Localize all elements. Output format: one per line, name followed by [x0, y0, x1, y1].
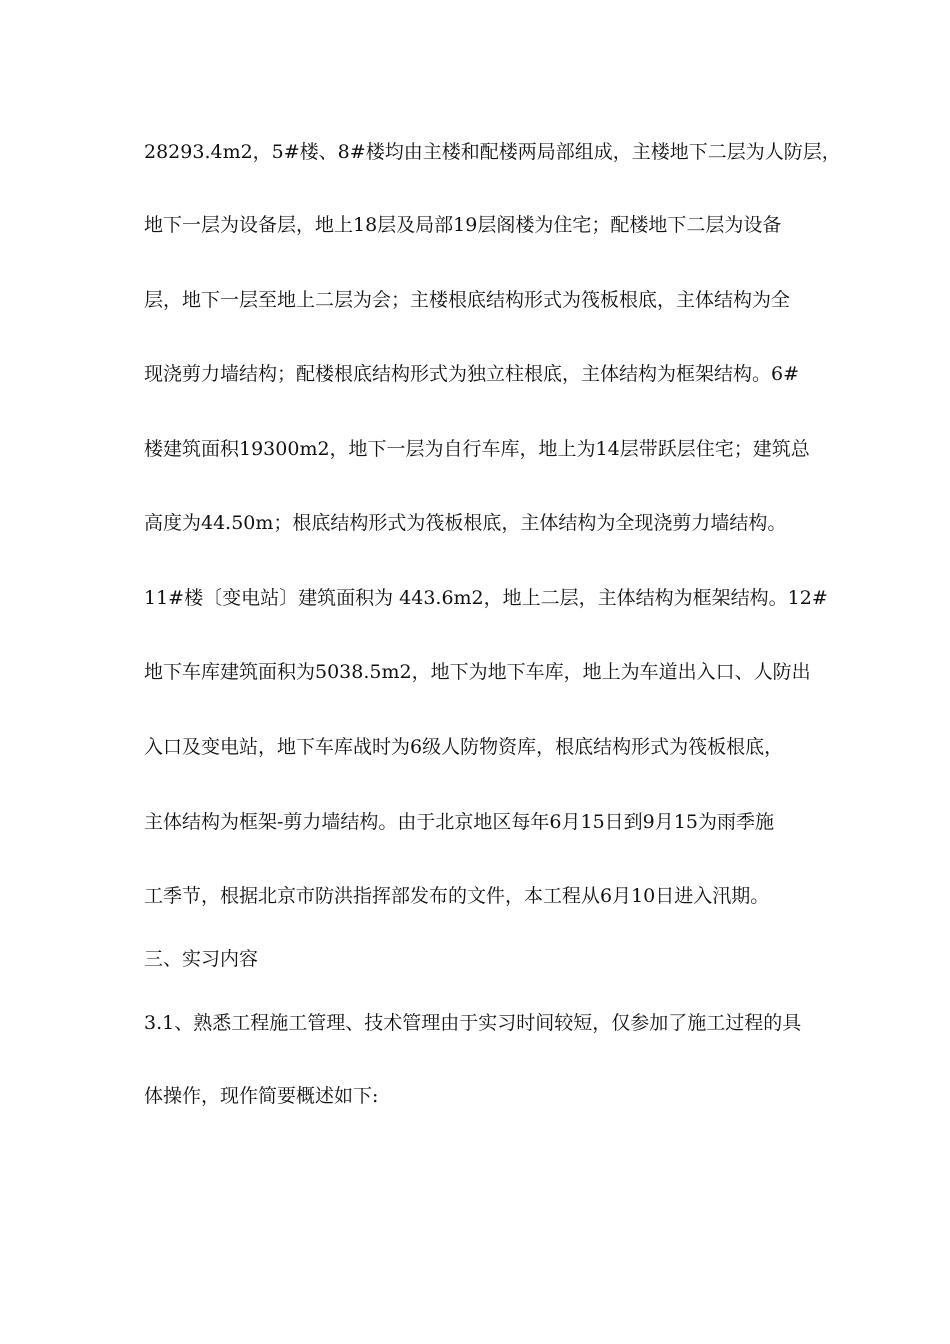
text-line: 工季节，根据北京市防洪指挥部发布的文件，本工程从6月10日进入汛期。	[144, 885, 770, 907]
text-line: 高度为44.50m；根底结构形式为筏板根底，主体结构为全现浇剪力墙结构。	[144, 512, 787, 534]
text-line: 楼建筑面积19300m2，地下一层为自行车库，地上为14层带跃层住宅；建筑总	[144, 438, 810, 460]
text-line: 地下一层为设备层，地上18层及局部19层阁楼为住宅；配楼地下二层为设备	[144, 214, 782, 236]
text-line: 地下车库建筑面积为5038.5m2，地下为地下车库，地上为车道出入口、人防出	[144, 661, 811, 683]
text-line: 入口及变电站，地下车库战时为6级人防物资库，根底结构形式为筏板根底，	[144, 736, 784, 758]
text-line: 现浇剪力墙结构；配楼根底结构形式为独立柱根底，主体结构为框架结构。6#	[144, 363, 800, 385]
text-line: 11#楼〔变电站〕建筑面积为 443.6m2，地上二层，主体结构为框架结构。12#	[144, 587, 828, 609]
text-line: 层，地下一层至地上二层为会；主楼根底结构形式为筏板根底，主体结构为全	[144, 289, 791, 311]
text-line: 28293.4m2，5#楼、8#楼均由主楼和配楼两局部组成，主楼地下二层为人防层，	[144, 141, 841, 163]
section-heading: 三、实习内容	[144, 948, 259, 970]
text-line: 主体结构为框架-剪力墙结构。由于北京地区每年6月15日到9月15为雨季施	[144, 811, 774, 833]
text-line: 体操作，现作简要概述如下:	[144, 1085, 379, 1107]
text-line: 3.1、熟悉工程施工管理、技术管理由于实习时间较短，仅参加了施工过程的具	[144, 1012, 802, 1034]
